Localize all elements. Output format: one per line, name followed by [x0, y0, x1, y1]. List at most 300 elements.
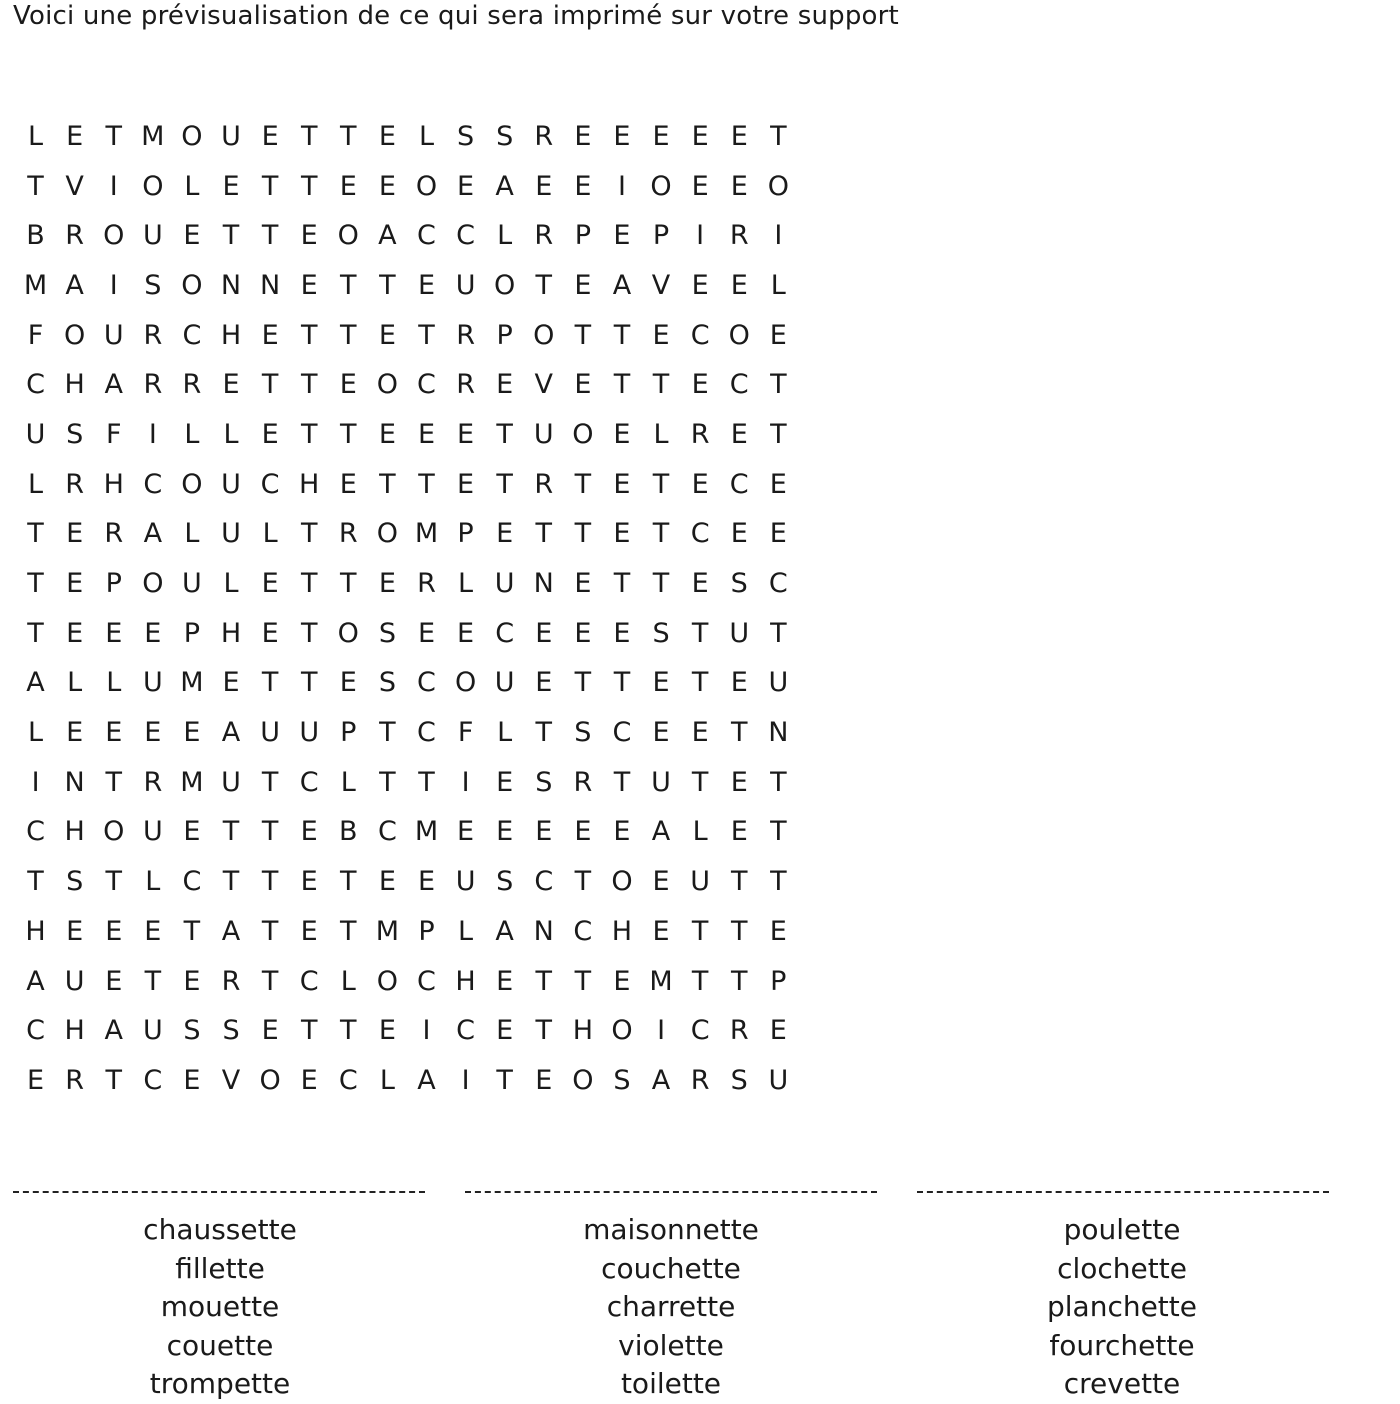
grid-letter: M	[414, 518, 439, 550]
grid-letter: E	[496, 766, 514, 798]
grid-letter: O	[611, 1015, 633, 1047]
grid-letter: E	[417, 617, 436, 649]
grid-letter: T	[574, 468, 592, 500]
grid-letter: P	[457, 518, 474, 550]
grid-letter: E	[300, 269, 318, 301]
grid-letter: E	[457, 617, 475, 649]
grid-letter: S	[66, 418, 84, 450]
grid-letter: E	[66, 518, 84, 550]
divider-2	[465, 1191, 877, 1193]
grid-letter: T	[535, 717, 553, 749]
grid-letter: T	[300, 1015, 318, 1047]
grid-letter: N	[768, 717, 789, 749]
grid-letter: T	[496, 468, 513, 500]
divider-1	[13, 1191, 425, 1193]
grid-letter: T	[613, 319, 631, 351]
grid-letter: U	[142, 816, 163, 848]
word-list-item: charrette	[606, 1290, 736, 1323]
grid-letter: S	[574, 717, 592, 749]
grid-letter: H	[572, 1015, 594, 1047]
grid-letter: E	[457, 170, 475, 202]
grid-letter: T	[730, 915, 748, 947]
grid-row	[16, 609, 798, 659]
grid-letter: U	[651, 766, 671, 798]
grid-letter: C	[573, 915, 593, 947]
grid-letter: M	[375, 915, 400, 947]
grid-letter: A	[104, 369, 123, 401]
grid-letter: I	[422, 1015, 431, 1047]
grid-letter: U	[690, 866, 711, 898]
grid-letter: C	[417, 220, 436, 252]
grid-letter: L	[28, 468, 44, 500]
grid-letter: H	[103, 468, 124, 500]
grid-letter: T	[379, 766, 396, 798]
grid-letter: E	[535, 170, 553, 202]
grid-row	[16, 708, 798, 758]
grid-letter: E	[378, 418, 396, 450]
grid-letter: T	[770, 369, 787, 401]
grid-letter: M	[141, 120, 165, 152]
grid-letter: T	[261, 369, 279, 401]
grid-letter: P	[652, 220, 670, 252]
grid-letter: E	[66, 568, 84, 600]
grid-letter: E	[691, 120, 709, 152]
grid-letter: I	[657, 1015, 666, 1047]
grid-letter: E	[730, 269, 748, 301]
grid-letter: T	[222, 220, 240, 252]
grid-letter: T	[691, 667, 709, 699]
grid-letter: E	[613, 518, 631, 550]
grid-letter: E	[378, 1015, 396, 1047]
grid-letter: R	[182, 369, 202, 401]
grid-letter: I	[148, 418, 157, 450]
grid-letter: T	[574, 319, 592, 351]
grid-letter: O	[181, 468, 203, 500]
grid-letter: O	[142, 568, 164, 600]
grid-letter: A	[495, 915, 514, 947]
grid-letter: T	[340, 568, 357, 600]
grid-letter: E	[378, 120, 396, 152]
word-list-column-3	[917, 1211, 1327, 1404]
grid-letter: O	[337, 220, 359, 252]
grid-letter: E	[27, 1064, 45, 1096]
grid-letter: E	[574, 816, 592, 848]
grid-letter: E	[652, 120, 670, 152]
grid-letter: C	[182, 319, 202, 351]
grid-letter: A	[651, 1064, 671, 1096]
grid-letter: C	[768, 568, 788, 600]
word-list-item: violette	[618, 1328, 724, 1362]
grid-letter: O	[181, 269, 203, 301]
grid-letter: U	[142, 667, 163, 699]
grid-letter: L	[223, 568, 239, 600]
grid-letter: R	[690, 1064, 710, 1096]
grid-letter: T	[613, 568, 631, 600]
grid-letter: H	[455, 965, 476, 997]
grid-row	[16, 1056, 798, 1106]
grid-letter: U	[221, 468, 241, 500]
grid-letter: O	[415, 170, 438, 202]
grid-letter: E	[730, 120, 748, 152]
grid-letter: E	[339, 369, 357, 401]
grid-letter: T	[535, 965, 553, 997]
grid-letter: L	[692, 816, 708, 848]
grid-letter: E	[183, 717, 201, 749]
grid-letter: U	[455, 866, 476, 898]
grid-letter: T	[379, 269, 396, 301]
grid-letter: T	[652, 568, 670, 600]
grid-letter: I	[774, 220, 783, 252]
grid-letter: P	[574, 220, 591, 252]
grid-letter: E	[378, 319, 396, 351]
grid-letter: C	[299, 766, 319, 798]
grid-letter: E	[769, 915, 787, 947]
grid-letter: S	[378, 617, 396, 649]
grid-letter: H	[611, 915, 633, 947]
grid-letter: U	[221, 120, 241, 152]
grid-letter: U	[25, 418, 46, 450]
grid-letter: E	[535, 617, 553, 649]
grid-letter: L	[67, 667, 83, 699]
grid-letter: R	[534, 468, 554, 500]
grid-letter: C	[534, 866, 554, 898]
grid-letter: T	[418, 766, 435, 798]
grid-letter: H	[220, 319, 242, 351]
grid-letter: I	[617, 170, 626, 202]
grid-letter: A	[417, 1064, 436, 1096]
grid-letter: P	[418, 915, 435, 947]
grid-letter: E	[457, 816, 475, 848]
grid-letter: E	[769, 468, 787, 500]
grid-letter: E	[652, 915, 670, 947]
grid-letter: E	[691, 269, 709, 301]
grid-letter: E	[66, 120, 84, 152]
grid-row	[16, 857, 798, 907]
grid-letter: P	[340, 717, 357, 749]
grid-letter: R	[143, 319, 163, 351]
grid-letter: R	[456, 369, 475, 401]
grid-letter: C	[690, 1015, 710, 1047]
grid-letter: E	[183, 1064, 201, 1096]
grid-letter: P	[183, 617, 201, 649]
grid-letter: C	[729, 369, 749, 401]
grid-letter: T	[27, 866, 44, 898]
word-search-grid	[16, 112, 798, 1106]
grid-letter: E	[105, 617, 123, 649]
grid-letter: U	[64, 965, 85, 997]
grid-letter: T	[261, 667, 279, 699]
grid-letter: C	[182, 866, 202, 898]
grid-letter: R	[417, 568, 436, 600]
grid-letter: C	[495, 617, 515, 649]
grid-letter: T	[652, 468, 670, 500]
grid-row	[16, 907, 798, 957]
grid-letter: C	[338, 1064, 358, 1096]
grid-letter: E	[496, 1015, 514, 1047]
grid-letter: E	[183, 965, 201, 997]
word-list-item: couette	[166, 1328, 274, 1362]
grid-letter: E	[378, 170, 396, 202]
grid-letter: U	[533, 418, 554, 450]
grid-letter: E	[222, 369, 240, 401]
grid-letter: E	[261, 1015, 279, 1047]
grid-letter: E	[183, 220, 201, 252]
grid-letter: M	[414, 816, 439, 848]
grid-letter: O	[103, 816, 125, 848]
grid-letter: T	[535, 518, 553, 550]
grid-letter: T	[496, 418, 513, 450]
grid-letter: T	[300, 667, 318, 699]
grid-letter: I	[461, 1064, 470, 1096]
grid-letter: L	[458, 915, 474, 947]
grid-letter: L	[28, 120, 44, 152]
grid-letter: L	[28, 717, 44, 749]
grid-letter: O	[572, 1064, 594, 1096]
grid-letter: A	[26, 965, 45, 997]
grid-letter: E	[378, 866, 396, 898]
grid-letter: T	[730, 866, 748, 898]
grid-letter: L	[106, 667, 122, 699]
grid-row	[16, 460, 798, 510]
grid-letter: I	[696, 220, 705, 252]
grid-letter: T	[691, 965, 709, 997]
grid-letter: O	[376, 518, 399, 550]
grid-letter: T	[105, 766, 122, 798]
grid-letter: E	[730, 418, 748, 450]
grid-letter: P	[770, 965, 787, 997]
grid-letter: R	[65, 1064, 85, 1096]
grid-row	[16, 410, 798, 460]
grid-letter: E	[339, 667, 357, 699]
word-list-item: toilette	[620, 1367, 722, 1400]
grid-letter: T	[574, 866, 592, 898]
grid-letter: T	[261, 866, 279, 898]
grid-letter: I	[109, 269, 118, 301]
grid-letter: T	[770, 617, 787, 649]
grid-letter: N	[220, 269, 242, 301]
grid-letter: E	[574, 120, 592, 152]
grid-letter: T	[27, 617, 44, 649]
grid-letter: C	[417, 667, 436, 699]
grid-letter: E	[339, 468, 357, 500]
grid-letter: S	[222, 1015, 240, 1047]
grid-letter: C	[260, 468, 280, 500]
grid-letter: T	[261, 766, 279, 798]
grid-letter: E	[769, 319, 787, 351]
grid-letter: H	[25, 915, 46, 947]
grid-letter: C	[26, 1015, 45, 1047]
grid-letter: R	[456, 319, 475, 351]
grid-letter: R	[534, 120, 554, 152]
grid-letter: V	[221, 1064, 241, 1096]
grid-letter: E	[144, 915, 162, 947]
grid-row	[16, 510, 798, 560]
grid-letter: E	[613, 220, 631, 252]
grid-letter: E	[417, 866, 436, 898]
grid-letter: S	[496, 120, 514, 152]
grid-row	[16, 659, 798, 709]
grid-letter: T	[340, 1015, 357, 1047]
grid-letter: L	[184, 170, 200, 202]
grid-letter: T	[379, 717, 396, 749]
grid-letter: E	[613, 965, 631, 997]
grid-letter: L	[653, 418, 669, 450]
grid-letter: C	[26, 369, 45, 401]
grid-letter: C	[417, 369, 436, 401]
grid-letter: O	[650, 170, 672, 202]
grid-letter: H	[64, 816, 85, 848]
grid-letter: S	[378, 667, 396, 699]
word-list-item: planchette	[1046, 1290, 1197, 1323]
grid-letter: L	[184, 518, 200, 550]
grid-letter: T	[300, 617, 318, 649]
grid-letter: T	[652, 518, 670, 550]
grid-letter: L	[497, 717, 513, 749]
grid-letter: O	[533, 319, 555, 351]
grid-letter: S	[613, 1064, 631, 1096]
grid-letter: O	[337, 617, 359, 649]
grid-letter: C	[456, 220, 475, 252]
grid-letter: E	[691, 170, 709, 202]
word-list-column-1	[15, 1211, 425, 1404]
grid-letter: T	[261, 816, 279, 848]
grid-letter: F	[27, 319, 44, 351]
grid-letter: T	[770, 816, 787, 848]
grid-letter: O	[454, 667, 477, 699]
grid-letter: E	[496, 965, 514, 997]
grid-letter: L	[262, 518, 278, 550]
grid-letter: T	[418, 319, 435, 351]
grid-letter: C	[456, 1015, 475, 1047]
grid-letter: E	[144, 617, 162, 649]
grid-letter: C	[612, 717, 632, 749]
grid-letter: O	[494, 269, 516, 301]
grid-letter: E	[496, 518, 514, 550]
grid-letter: E	[222, 170, 240, 202]
grid-letter: A	[612, 269, 632, 301]
grid-letter: N	[533, 568, 554, 600]
grid-letter: T	[691, 766, 709, 798]
grid-letter: E	[691, 568, 709, 600]
grid-letter: C	[26, 816, 45, 848]
grid-letter: E	[691, 717, 709, 749]
grid-row	[16, 808, 798, 858]
grid-letter: C	[690, 319, 710, 351]
grid-letter: L	[223, 418, 239, 450]
word-list-item: chaussette	[143, 1213, 297, 1246]
grid-letter: O	[611, 866, 633, 898]
grid-letter: I	[461, 766, 470, 798]
grid-letter: T	[770, 418, 787, 450]
grid-letter: L	[379, 1064, 395, 1096]
grid-letter: T	[27, 170, 44, 202]
grid-letter: T	[27, 518, 44, 550]
grid-letter: C	[690, 518, 710, 550]
grid-letter: E	[496, 816, 514, 848]
grid-letter: E	[144, 717, 162, 749]
grid-letter: M	[180, 667, 204, 699]
grid-letter: A	[143, 518, 163, 550]
grid-letter: E	[613, 468, 631, 500]
grid-letter: E	[105, 915, 123, 947]
grid-letter: E	[613, 418, 631, 450]
grid-letter: E	[300, 1064, 318, 1096]
word-list-item: couchette	[601, 1251, 741, 1285]
grid-letter: E	[261, 418, 279, 450]
grid-letter: U	[299, 717, 320, 749]
grid-letter: T	[730, 965, 748, 997]
grid-letter: E	[730, 766, 748, 798]
grid-letter: E	[66, 617, 84, 649]
grid-letter: E	[574, 170, 592, 202]
grid-letter: E	[339, 170, 357, 202]
grid-letter: U	[182, 568, 202, 600]
grid-letter: E	[691, 369, 709, 401]
grid-letter: E	[691, 468, 709, 500]
grid-letter: T	[535, 269, 553, 301]
preview-notice: Voici une prévisualisation de ce qui sera imprimé sur votre support	[13, 1, 899, 31]
grid-letter: E	[417, 269, 436, 301]
grid-letter: L	[458, 568, 474, 600]
grid-letter: E	[183, 816, 201, 848]
grid-letter: T	[105, 1064, 122, 1096]
grid-letter: T	[300, 568, 318, 600]
grid-letter: E	[496, 369, 514, 401]
grid-letter: M	[649, 965, 673, 997]
grid-letter: C	[417, 965, 436, 997]
grid-letter: C	[729, 468, 749, 500]
grid-letter: T	[261, 170, 279, 202]
grid-letter: E	[574, 269, 592, 301]
grid-letter: I	[31, 766, 40, 798]
grid-row	[16, 758, 798, 808]
grid-letter: E	[652, 717, 670, 749]
grid-letter: T	[496, 1064, 513, 1096]
grid-letter: T	[144, 965, 162, 997]
grid-letter: E	[652, 319, 670, 351]
grid-letter: T	[105, 866, 122, 898]
grid-letter: T	[574, 518, 592, 550]
grid-letter: S	[652, 617, 670, 649]
grid-letter: L	[497, 220, 513, 252]
grid-letter: H	[64, 1015, 85, 1047]
grid-letter: T	[535, 1015, 553, 1047]
grid-letter: E	[261, 617, 279, 649]
grid-letter: U	[494, 568, 515, 600]
word-list-item: mouette	[160, 1290, 280, 1323]
grid-letter: E	[261, 568, 279, 600]
word-list-item: fourchette	[1049, 1328, 1195, 1362]
grid-letter: T	[613, 369, 631, 401]
grid-letter: E	[574, 369, 592, 401]
grid-letter: T	[691, 915, 709, 947]
word-list-item: clochette	[1057, 1251, 1187, 1285]
grid-letter: E	[769, 1015, 787, 1047]
grid-letter: E	[300, 866, 318, 898]
grid-letter: H	[64, 369, 85, 401]
grid-letter: E	[105, 717, 123, 749]
grid-letter: T	[300, 319, 318, 351]
grid-letter: T	[770, 766, 787, 798]
grid-letter: L	[145, 866, 161, 898]
grid-letter: U	[103, 319, 124, 351]
grid-letter: N	[260, 269, 281, 301]
grid-letter: O	[728, 319, 750, 351]
grid-letter: V	[651, 269, 671, 301]
grid-letter: B	[339, 816, 358, 848]
grid-letter: L	[340, 766, 356, 798]
grid-letter: E	[652, 667, 670, 699]
